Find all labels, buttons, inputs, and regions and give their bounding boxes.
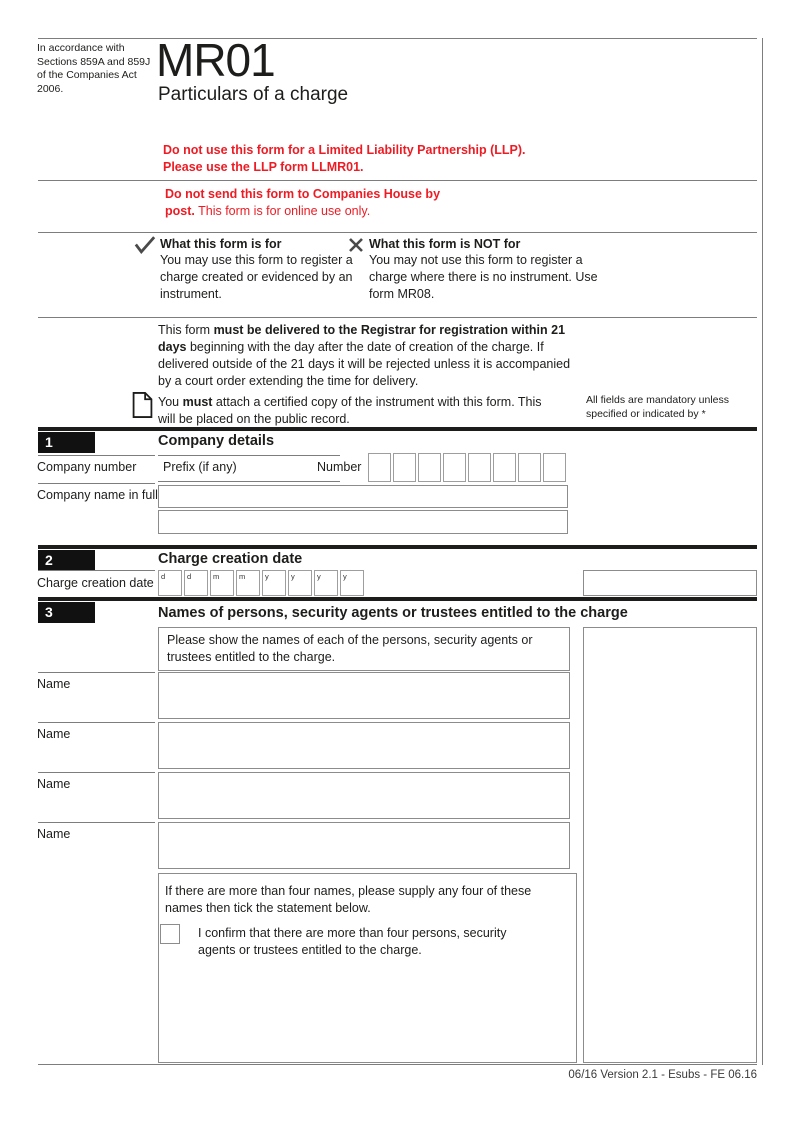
company-number-digit-box-6[interactable]	[493, 453, 516, 482]
post-warning-regular: This form is for online use only.	[194, 204, 371, 218]
section3-number: 3	[38, 602, 95, 623]
attach-note-bold: must	[182, 395, 213, 409]
delivery-note-bold: must be delivered to the Registrar for registration within 21 days	[158, 323, 566, 354]
name2-input[interactable]	[158, 722, 570, 769]
llp-warning	[163, 142, 593, 176]
what-for-title: What this form is for	[160, 237, 282, 251]
llp-warning-line1: Do not use this form for a Limited Liability Partnership (LLP).	[163, 143, 526, 157]
date-box-year1[interactable]: y	[262, 570, 286, 596]
company-name-input-line1[interactable]	[158, 485, 568, 508]
name3-input[interactable]	[158, 772, 570, 819]
label-rule	[38, 483, 155, 484]
what-not-for-body: You may not use this form to register a charge where there is no instrument. Use form MR08.	[369, 253, 598, 301]
what-for-body: You may use this form to register a charge created or evidenced by an instrument.	[160, 253, 353, 301]
form-code: MR01	[156, 34, 275, 86]
official-use-box-section2[interactable]	[583, 570, 757, 596]
attach-note-prefix: You	[158, 395, 183, 409]
company-number-digit-box-4[interactable]	[443, 453, 466, 482]
document-icon	[132, 391, 153, 419]
label-rule	[38, 822, 155, 823]
name1-input[interactable]	[158, 672, 570, 719]
date-box-month2[interactable]: m	[236, 570, 260, 596]
section2-title: Charge creation date	[158, 551, 303, 567]
bottom-rule	[38, 1064, 757, 1065]
what-not-for-title: What this form is NOT for	[369, 237, 521, 251]
more-names-note: If there are more than four names, please supply any four of these names then tick the statement below.	[165, 884, 532, 915]
label-rule	[38, 772, 155, 773]
name3-label: Name	[37, 777, 71, 791]
prefix-field-bottom-rule	[158, 481, 340, 482]
version-footer: 06/16 Version 2.1 - Esubs - FE 06.16	[568, 1069, 757, 1081]
section2-number: 2	[38, 550, 95, 571]
mandatory-fields-note: All fields are mandatory unless specified or indicated by *	[586, 394, 729, 420]
more-than-four-checkbox[interactable]	[160, 924, 180, 944]
delivery-note-rest: beginning with the day after the date of creation of the charge. If delivered outside of the 21 days it will be rejected unless it is accompanied by a court order extending the time for delivery.	[158, 340, 571, 388]
delivery-note-prefix: This form	[158, 323, 214, 337]
attach-note-rest: attach a certified copy of the instrument with this form. This will be placed on the public record.	[158, 395, 542, 426]
company-number-digit-box-2[interactable]	[393, 453, 416, 482]
company-number-digit-box-3[interactable]	[418, 453, 441, 482]
company-number-digit-box-8[interactable]	[543, 453, 566, 482]
date-box-day1[interactable]: d	[158, 570, 182, 596]
company-number-digit-box-1[interactable]	[368, 453, 391, 482]
divider-rule	[38, 180, 757, 181]
name4-label: Name	[37, 827, 71, 841]
company-number-label: Company number	[37, 460, 137, 474]
legal-reference-note: In accordance with Sections 859A and 859J of the Companies Act 2006.	[37, 42, 151, 95]
name1-label: Name	[37, 677, 71, 691]
names-instruction-box	[158, 627, 570, 671]
section1-title: Company details	[158, 433, 275, 449]
section1-number: 1	[38, 432, 95, 453]
post-warning-bold: Do not send this form to Companies House by post.	[165, 187, 441, 218]
top-rule	[38, 38, 757, 39]
company-name-input-line2[interactable]	[158, 510, 568, 534]
label-rule	[38, 722, 155, 723]
name2-label: Name	[37, 727, 71, 741]
check-icon	[134, 235, 156, 254]
right-edge-rule	[762, 38, 763, 1065]
date-box-year4[interactable]: y	[340, 570, 364, 596]
llp-warning-line2: Please use the LLP form LLMR01.	[163, 160, 364, 174]
label-rule	[38, 455, 155, 456]
company-number-digit-box-7[interactable]	[518, 453, 541, 482]
official-use-box-section3[interactable]	[583, 627, 757, 1063]
confirm-statement: I confirm that there are more than four persons, security agents or trustees entitled to the charge.	[198, 926, 507, 957]
names-instruction-text: Please show the names of each of the persons, security agents or trustees entitled to the charge.	[167, 633, 533, 664]
label-rule	[38, 570, 155, 571]
cross-icon	[348, 237, 364, 253]
attach-note	[158, 394, 553, 428]
delivery-note	[158, 322, 578, 390]
date-box-year2[interactable]: y	[288, 570, 312, 596]
post-warning	[165, 186, 467, 220]
section3-bar	[38, 597, 757, 601]
date-box-day2[interactable]: d	[184, 570, 208, 596]
section2-bar	[38, 545, 757, 549]
number-label: Number	[317, 460, 362, 474]
form-title: Particulars of a charge	[158, 84, 349, 105]
divider-rule	[38, 317, 757, 318]
date-box-year3[interactable]: y	[314, 570, 338, 596]
divider-rule	[38, 232, 757, 233]
prefix-label: Prefix (if any)	[163, 460, 237, 474]
charge-creation-date-label: Charge creation date	[37, 576, 154, 590]
section1-bar	[38, 427, 757, 431]
section3-title: Names of persons, security agents or trustees entitled to the charge	[158, 605, 628, 621]
company-number-digit-box-5[interactable]	[468, 453, 491, 482]
date-box-month1[interactable]: m	[210, 570, 234, 596]
label-rule	[38, 672, 155, 673]
name4-input[interactable]	[158, 822, 570, 869]
company-name-label: Company name in full	[37, 488, 158, 502]
